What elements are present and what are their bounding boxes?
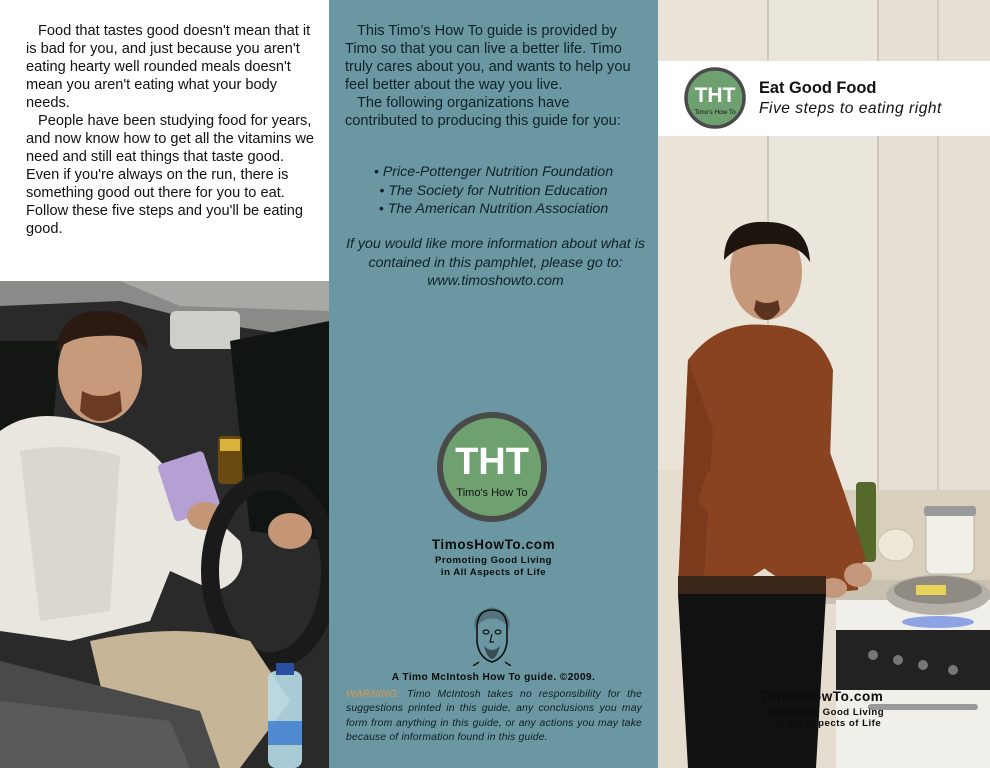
tagline-line-2: in All Aspects of Life bbox=[776, 718, 882, 729]
tagline-line-1: Promoting Good Living bbox=[434, 555, 553, 566]
organization-item: • The American Nutrition Association bbox=[329, 200, 658, 219]
photo-man-in-car bbox=[0, 281, 329, 768]
tagline-line-2: in All Aspects of Life bbox=[440, 567, 547, 578]
guide-intro bbox=[345, 22, 645, 130]
copyright-line: A Timo McIntosh How To guide. ©2009. bbox=[391, 672, 596, 683]
face-sketch-icon bbox=[469, 606, 515, 666]
organization-list bbox=[329, 163, 658, 219]
logo-caption: Timo's How To bbox=[694, 109, 736, 116]
warning-label: WARNING: bbox=[346, 689, 401, 700]
more-info-text: If you would like more information about what is contained in this pamphlet, please go to: www.timoshowto.com bbox=[346, 236, 645, 289]
warning-text: Timo McIntosh takes no responsibility for the suggestions printed in this guide, any conclusions you may form from anything in this guide, or any actions you may take because of information found in this guide. bbox=[346, 689, 642, 744]
website-name: TimosHowTo.com bbox=[431, 537, 556, 552]
intro-paragraph-1: Food that tastes good doesn't mean that it is bad for you, and just because you aren't eating hearty well rounded meals doesn't mean you aren't eating what your body needs. bbox=[26, 23, 311, 111]
organization-item: • Price-Pottenger Nutrition Foundation bbox=[329, 163, 658, 182]
intro-text bbox=[26, 22, 318, 238]
middle-panel bbox=[329, 0, 658, 768]
tht-logo bbox=[437, 412, 547, 522]
logo-caption: Timo's How To bbox=[456, 487, 528, 499]
intro-paragraph-2: People have been studying food for years, and now know how to get all the vitamins we need and still eat things that taste good. Even if you're always on the run, there is something good out there for you to eat. Follow these five steps and you'll be eating good. bbox=[26, 113, 314, 237]
warning-disclaimer bbox=[346, 688, 642, 746]
logo-letters: THT bbox=[455, 441, 529, 483]
left-panel bbox=[0, 0, 329, 768]
tagline-line-1: Promoting Good Living bbox=[767, 707, 885, 718]
guide-intro-paragraph-2: The following organizations have contributed to producing this guide for you: bbox=[345, 95, 621, 129]
cover-subtitle: Five steps to eating right bbox=[759, 100, 942, 117]
guide-intro-paragraph-1: This Timo’s How To guide is provided by Timo so that you can live a better life. Timo truly cares about you, and wants to help you feel better about the way you live. bbox=[345, 23, 631, 93]
right-panel-cover bbox=[658, 0, 990, 768]
organization-item: • The Society for Nutrition Education bbox=[329, 182, 658, 201]
cover-title: Eat Good Food bbox=[759, 79, 877, 97]
website-name: TimosHowTo.com bbox=[760, 689, 884, 704]
cover-title-band bbox=[658, 61, 990, 136]
tht-logo bbox=[684, 67, 746, 129]
logo-letters: THT bbox=[694, 84, 736, 107]
